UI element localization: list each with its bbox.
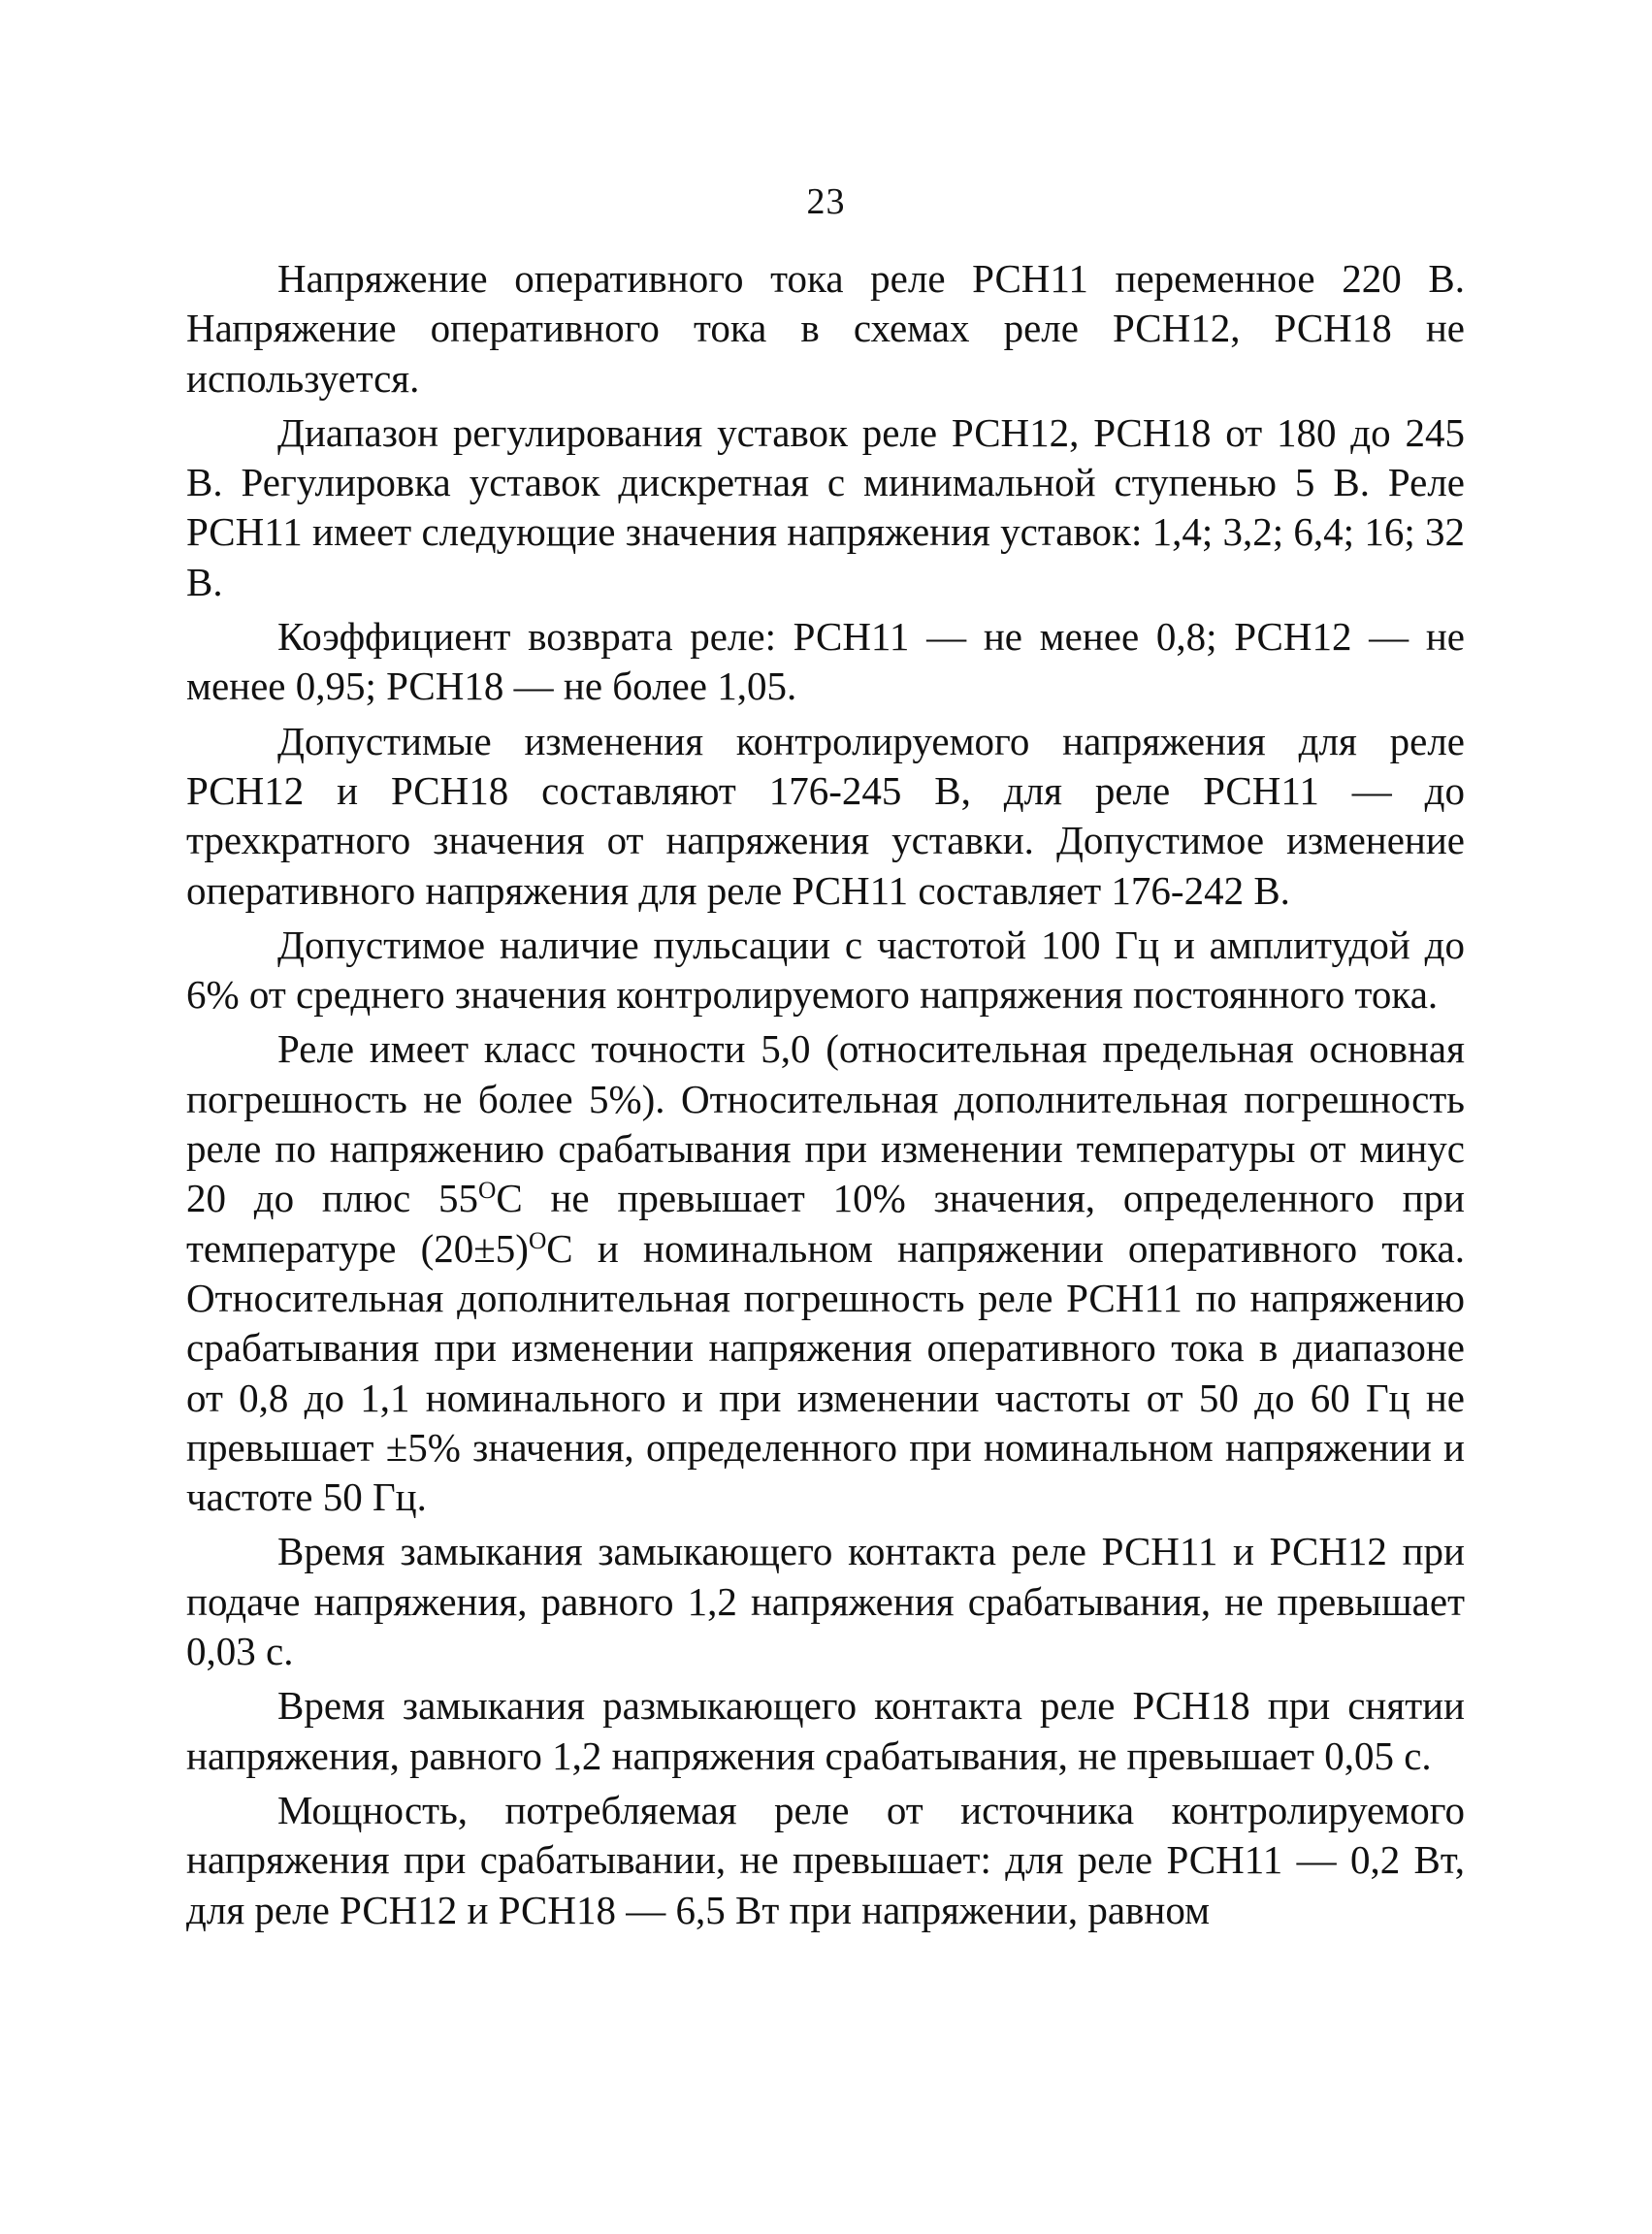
paragraph-text: Допустимые изменения контролируемого напряжения для реле РСН12 и РСН18 составляют 176-245 В, для реле РСН11 — до трехкратного значения от напряжения уставки. Допустимое изменение оперативного напряжения для реле РСН11 составляет 176-242 В.	[186, 718, 1465, 913]
degree-superscript: О	[477, 1177, 497, 1205]
paragraph-closing-time-break-contact	[186, 1681, 1465, 1781]
paragraph-text: Допустимое наличие пульсации с частотой 100 Гц и амплитудой до 6% от среднего значения контролируемого напряжения постоянного тока.	[186, 922, 1465, 1018]
paragraph-text: С и номинальном напряжении оперативного тока. Относительная дополнительная погрешность реле РСН11 по напряжению срабатывания при изменении напряжения оперативного тока в диапазоне от 0,8 до 1,1 номинального и при изменении частоты от 50 до 60 Гц не превышает ±5% значения, определенного при номинальном напряжении и частоте 50 Гц.	[186, 1225, 1465, 1520]
paragraph-text: Время замыкания размыкающего контакта реле РСН18 при снятии напряжения, равного 1,2 напряжения срабатывания, не превышает 0,05 с.	[186, 1683, 1465, 1778]
paragraph-text: Коэффициент возврата реле: РСН11 — не менее 0,8; РСН12 — не менее 0,95; РСН18 — не более 1,05.	[186, 614, 1465, 709]
paragraph-text: Мощность, потребляемая реле от источника контролируемого напряжения при срабатывании, не превышает: для реле РСН11 — 0,2 Вт, для реле РСН12 и РСН18 — 6,5 Вт при напряжении, равном	[186, 1787, 1465, 1932]
paragraph-accuracy-class	[186, 1024, 1465, 1522]
body-text	[186, 254, 1465, 1935]
paragraph-pulsation	[186, 921, 1465, 1020]
paragraph-text: С не превышает 10% значения, определенного при температуре (20±5)	[186, 1176, 1466, 1271]
paragraph-allowed-voltage-changes	[186, 717, 1465, 916]
paragraph-setting-range	[186, 408, 1465, 607]
paragraph-text: Напряжение оперативного тока реле РСН11 переменное 220 В. Напряжение оперативного тока в схемах реле РСН12, РСН18 не используется.	[186, 256, 1465, 401]
paragraph-text: Время замыкания замыкающего контакта реле РСН11 и РСН12 при подаче напряжения, равного 1,2 напряжения срабатывания, не превышает 0,03 с.	[186, 1529, 1465, 1674]
paragraph-closing-time-make-contact	[186, 1527, 1465, 1676]
paragraph-return-coefficient	[186, 612, 1465, 712]
degree-superscript: О	[528, 1226, 547, 1254]
paragraph-text: Диапазон регулирования уставок реле РСН12, РСН18 от 180 до 245 В. Регулировка уставок дискретная с минимальной ступенью 5 В. Реле РСН11 имеет следующие значения напряжения уставок: 1,4; 3,2; 6,4; 16; 32 В.	[186, 409, 1465, 604]
paragraph-text: Реле имеет класс точности 5,0 (относительная предельная основная погрешность не более 5%). Относительная дополнительная погрешность реле по напряжению срабатывания при изменении температуры от минус 20 до плюс 55	[186, 1026, 1465, 1221]
page-number: 23	[806, 181, 846, 222]
paragraph-power-consumption	[186, 1786, 1465, 1935]
paragraph-operating-voltage	[186, 254, 1465, 404]
